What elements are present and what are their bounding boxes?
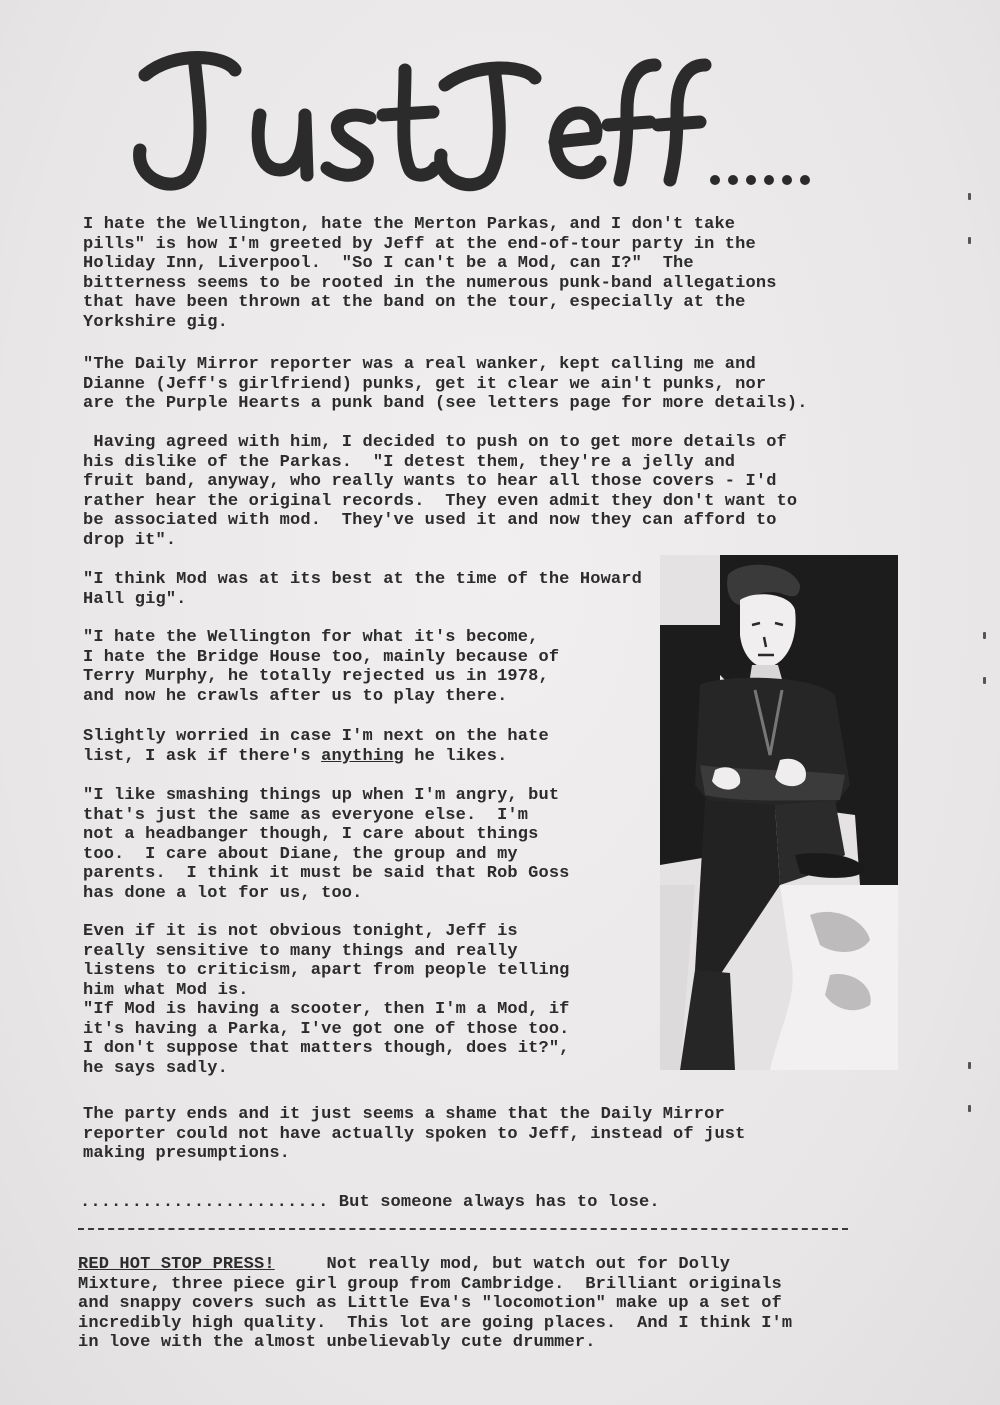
paragraph-likes: "I like smashing things up when I'm angry, but that's just the same as everyone else. I'm not a headbanger though, I care about things too. I care about Diane, the group and my parents. I think it must be said that Rob Goss has done a lot for us, too. (83, 786, 570, 903)
paragraph-party-ends: The party ends and it just seems a shame that the Daily Mirror reporter could not have actually spoken to Jeff, instead of just making presumptions. (83, 1105, 746, 1164)
title-dots (710, 175, 810, 185)
binder-mark (983, 632, 986, 639)
stop-press-label: RED HOT STOP PRESS! (78, 1255, 275, 1274)
binder-mark (968, 1062, 971, 1069)
paragraph-sensitive: Even if it is not obvious tonight, Jeff is really sensitive to many things and really listens to criticism, apart from people telling him what Mod is. (83, 922, 570, 1000)
paragraph-hate-list: Slightly worried in case I'm next on the hate list, I ask if there's anything he likes. (83, 727, 549, 766)
binder-mark (968, 1105, 971, 1112)
dashed-divider (78, 1228, 848, 1230)
binder-mark (983, 677, 986, 684)
stop-press: RED HOT STOP PRESS! Not really mod, but watch out for Dolly Mixture, three piece girl group from Cambridge. Brilliant originals and snappy covers such as Little Eva's "locomotion" make up a set of incredibly high quality. This lot are going places. And I think I'm in love with the almost unbelievably cute drummer. (78, 1255, 793, 1353)
paragraph-scooter: "If Mod is having a scooter, then I'm a Mod, if it's having a Parka, I've got one of those too. I don't suppose that matters though, does it?", he says sadly. (83, 1000, 570, 1078)
paragraph-daily-mirror: "The Daily Mirror reporter was a real wanker, kept calling me and Dianne (Jeff's girlfriend) punks, get it clear we ain't punks, nor are the Purple Hearts a punk band (see letters page for more details). (83, 355, 808, 414)
paragraph-parkas: Having agreed with him, I decided to push on to get more details of his dislike of the Parkas. "I detest them, they're a jelly and fruit band, anyway, who really wants to hear all those covers - I'd rather hear the original records. They even admit they don't want to be associated with mod. They've used it and now they can afford to drop it". (83, 433, 798, 550)
paragraph-always-lose: ........................ But someone always has to lose. (80, 1193, 660, 1212)
binder-mark (968, 237, 971, 244)
paragraph-intro: I hate the Wellington, hate the Merton Parkas, and I don't take pills" is how I'm greeted by Jeff at the end-of-tour party in the Holiday Inn, Liverpool. "So I can't be a Mod, can I?" The bitterness seems to be rooted in the numerous punk-band allegations that have been thrown at the band on the tour, especially at the Yorkshire gig. (83, 215, 777, 332)
title-text: Just Jeff...... (115, 30, 121, 31)
paragraph-wellington: "I hate the Wellington for what it's become, I hate the Bridge House too, mainly because of Terry Murphy, he totally rejected us in 1978, and now he crawls after us to play there. (83, 628, 560, 706)
binder-mark (968, 193, 971, 200)
underlined-word: anything (321, 746, 404, 766)
paragraph-howard-hall: "I think Mod was at its best at the time of the Howard Hall gig". (83, 570, 642, 609)
title-lettering (115, 30, 815, 210)
jeff-photo (660, 555, 898, 1070)
page-title (115, 30, 815, 210)
